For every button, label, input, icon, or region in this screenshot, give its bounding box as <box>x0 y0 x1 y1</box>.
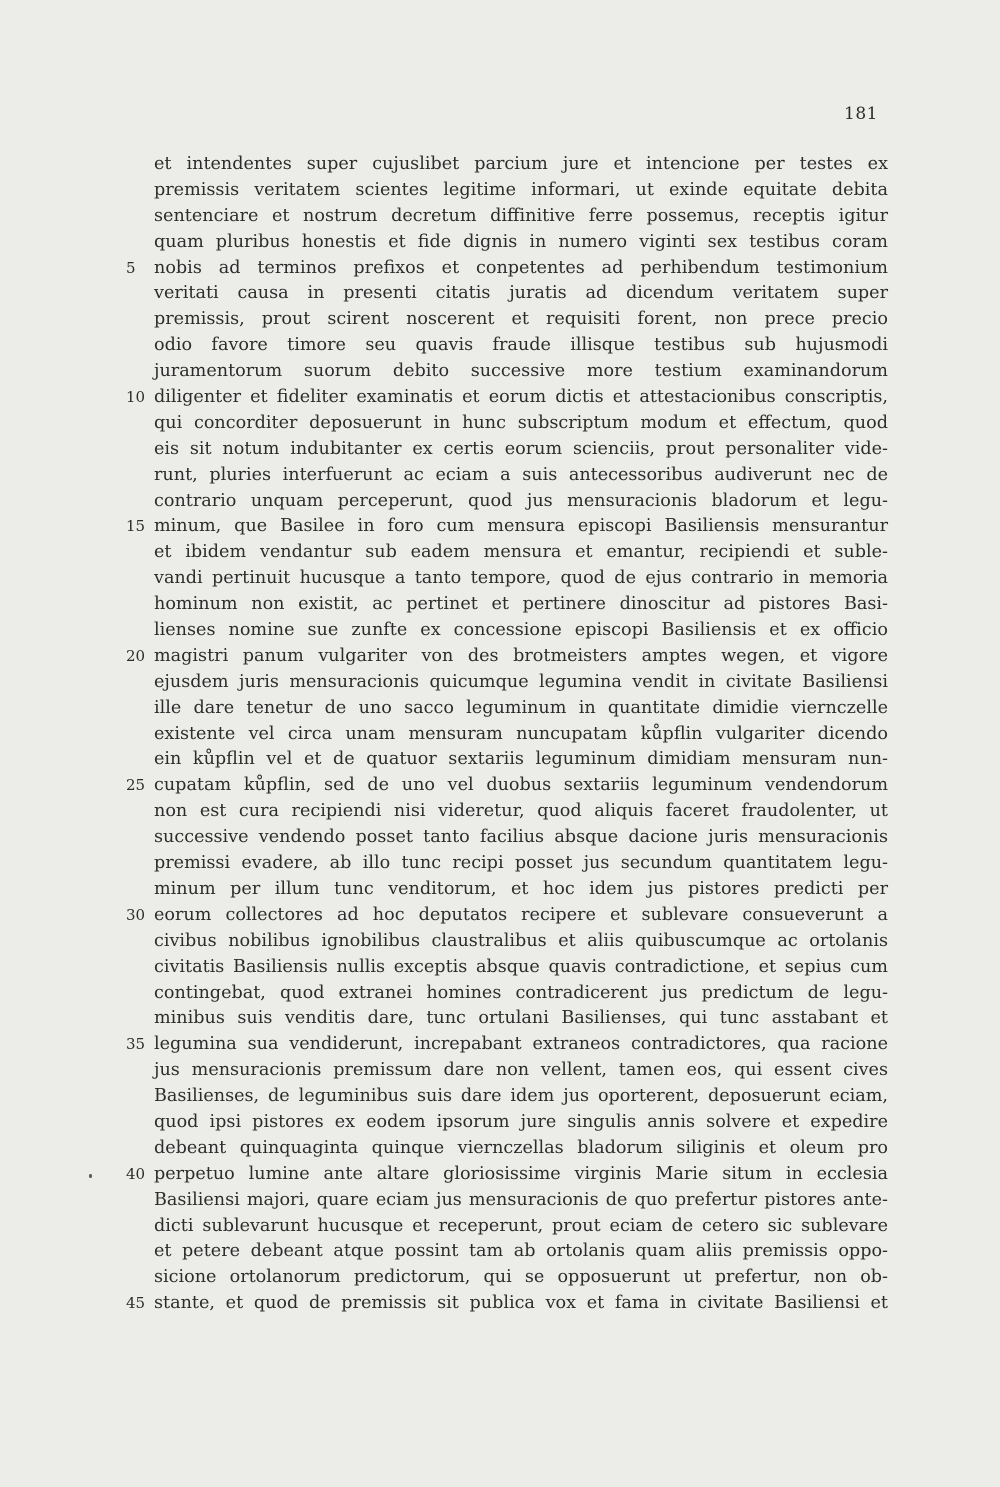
line-text: hominum non existit, ac pertinet et pertinere dinoscitur ad pistores Basi- <box>154 594 888 615</box>
line-number: 10 <box>126 388 146 407</box>
line-text: cupatam kůpflin, sed de uno vel duobus sextariis leguminum vendendorum <box>154 775 888 796</box>
line-text: diligenter et fideliter examinatis et eorum dictis et attestacionibus conscriptis, <box>154 387 888 408</box>
line-text: legumina sua vendiderunt, increpabant extraneos contradictores, qua racione <box>154 1034 888 1055</box>
text-line <box>154 152 888 178</box>
line-text: vandi pertinuit hucusque a tanto tempore, quod de ejus contrario in memoria <box>154 568 888 589</box>
line-number: 30 <box>126 905 146 924</box>
line-text: et ibidem vendantur sub eadem mensura et emantur, recipiendi et suble- <box>154 542 888 563</box>
line-number: 15 <box>126 517 146 536</box>
line-text: qui concorditer deposuerunt in hunc subscriptum modum et effectum, quod <box>154 412 888 433</box>
line-text: contrario unquam perceperunt, quod jus mensuracionis bladorum et legu- <box>154 490 888 511</box>
line-text: et intendentes super cujuslibet parcium jure et intencione per testes ex <box>154 154 888 174</box>
text-line <box>154 825 888 851</box>
text-line <box>154 592 888 618</box>
line-text: veritati causa in presenti citatis juratis ad dicendum veritatem super <box>154 283 888 304</box>
text-line <box>154 799 888 825</box>
text-line <box>154 696 888 722</box>
text-line <box>154 463 888 489</box>
line-text: Basilienses, de leguminibus suis dare idem jus oporterent, deposuerunt eciam, <box>154 1086 888 1107</box>
line-text: debeant quinquaginta quinque viernczellas bladorum siliginis et oleum pro <box>154 1137 888 1158</box>
text-line <box>126 903 888 929</box>
line-text: lienses nomine sue zunfte ex concessione episcopi Basiliensis et ex officio <box>154 620 888 641</box>
line-number: 20 <box>126 646 146 665</box>
text-line <box>126 644 888 670</box>
body-text <box>126 152 888 1317</box>
text-line <box>154 851 888 877</box>
text-line <box>126 514 888 540</box>
text-line <box>154 722 888 748</box>
line-text: successive vendendo posset tanto facilius absque dacione juris mensuracionis <box>154 827 888 848</box>
line-number: 40 <box>126 1164 146 1183</box>
line-text: runt, pluries interfuerunt ac eciam a suis antecessoribus audiverunt nec de <box>154 464 888 485</box>
text-line <box>126 256 888 282</box>
text-line <box>154 1188 888 1214</box>
text-line <box>154 1214 888 1240</box>
text-line <box>154 1006 888 1032</box>
line-text: premissis, prout scirent noscerent et requisiti forent, non prece precio <box>154 309 888 330</box>
text-line <box>154 333 888 359</box>
text-line <box>154 955 888 981</box>
line-text: ein kůpflin vel et de quatuor sextariis leguminum dimidiam mensuram nun- <box>154 749 888 770</box>
text-line <box>154 877 888 903</box>
text-line <box>154 204 888 230</box>
line-text: non est cura recipiendi nisi videretur, quod aliquis faceret fraudolenter, ut <box>154 801 888 822</box>
line-number: 35 <box>126 1035 146 1054</box>
text-line <box>154 281 888 307</box>
line-text: sentenciare et nostrum decretum diffinitive ferre possemus, receptis igitur <box>154 205 888 226</box>
text-line <box>154 1084 888 1110</box>
line-text: perpetuo lumine ante altare gloriosissime virginis Marie situm in ecclesia <box>154 1163 888 1184</box>
line-text: dicti sublevarunt hucusque et receperunt, prout eciam de cetero sic sublevare <box>154 1215 888 1236</box>
line-text: civibus nobilibus ignobilibus claustralibus et aliis quibuscumque ac ortolanis <box>154 930 888 951</box>
line-text: juramentorum suorum debito successive more testium examinandorum <box>154 361 888 382</box>
line-text: sicione ortolanorum predictorum, qui se opposuerunt ut prefertur, non ob- <box>154 1267 888 1288</box>
line-number: 25 <box>126 776 146 795</box>
text-line <box>154 1136 888 1162</box>
text-line <box>126 1032 888 1058</box>
line-text: jus mensuracionis premissum dare non vellent, tamen eos, qui essent cives <box>154 1060 888 1081</box>
line-text: ille dare tenetur de uno sacco leguminum in quantitate dimidie viernczelle <box>154 697 888 718</box>
line-text: magistri panum vulgariter von des brotmeisters amptes wegen, et vigore <box>154 645 888 666</box>
text-line <box>154 1110 888 1136</box>
print-speck <box>89 1174 92 1178</box>
line-text: nobis ad terminos prefixos et conpetentes ad perhibendum testimonium <box>154 257 888 278</box>
line-text: stante, et quod de premissis sit publica vox et fama in civitate Basiliensi et <box>154 1293 888 1314</box>
text-line <box>154 618 888 644</box>
line-text: minum, que Basilee in foro cum mensura episcopi Basiliensis mensurantur <box>154 516 888 537</box>
line-text: odio favore timore seu quavis fraude illisque testibus sub hujusmodi <box>154 335 888 356</box>
text-line <box>126 1162 888 1188</box>
text-line <box>154 411 888 437</box>
line-text: contingebat, quod extranei homines contradicerent jus predictum de legu- <box>154 982 888 1003</box>
line-text: premissi evadere, ab illo tunc recipi posset jus secundum quantitatem legu- <box>154 853 888 874</box>
line-text: et petere debeant atque possint tam ab ortolanis quam aliis premissis oppo- <box>154 1241 888 1262</box>
text-line <box>154 230 888 256</box>
text-line <box>154 178 888 204</box>
text-line <box>154 670 888 696</box>
line-text: minum per illum tunc venditorum, et hoc idem jus pistores predicti per <box>154 878 888 899</box>
line-text: quam pluribus honestis et fide dignis in numero viginti sex testibus coram <box>154 231 888 252</box>
text-line <box>126 773 888 799</box>
text-line <box>154 1265 888 1291</box>
text-line <box>154 566 888 592</box>
text-line <box>154 307 888 333</box>
line-text: civitatis Basiliensis nullis exceptis absque quavis contradictione, et sepius cum <box>154 956 888 977</box>
line-text: eorum collectores ad hoc deputatos recipere et sublevare consueverunt a <box>154 904 888 925</box>
text-line <box>154 489 888 515</box>
text-line <box>154 1239 888 1265</box>
text-line <box>154 747 888 773</box>
line-text: eis sit notum indubitanter ex certis eorum scienciis, prout personaliter vide- <box>154 438 888 459</box>
line-text: existente vel circa unam mensuram nuncupatam kůpflin vulgariter dicendo <box>154 723 888 744</box>
text-line <box>154 540 888 566</box>
text-line <box>154 359 888 385</box>
text-line <box>154 1058 888 1084</box>
line-number: 5 <box>126 258 136 277</box>
text-line <box>154 437 888 463</box>
text-line <box>126 385 888 411</box>
text-line <box>126 1291 888 1317</box>
line-text: quod ipsi pistores ex eodem ipsorum jure singulis annis solvere et expedire <box>154 1111 888 1132</box>
text-line <box>154 981 888 1007</box>
page-number: 181 <box>844 104 878 124</box>
text-line <box>154 929 888 955</box>
line-number: 45 <box>126 1294 146 1313</box>
line-text: Basiliensi majori, quare eciam jus mensuracionis de quo prefertur pistores ante- <box>154 1189 888 1210</box>
line-text: premissis veritatem scientes legitime informari, ut exinde equitate debita <box>154 179 888 200</box>
line-text: minibus suis venditis dare, tunc ortulani Basilienses, qui tunc asstabant et <box>154 1008 888 1029</box>
line-text: ejusdem juris mensuracionis quicumque legumina vendit in civitate Basiliensi <box>154 671 888 692</box>
